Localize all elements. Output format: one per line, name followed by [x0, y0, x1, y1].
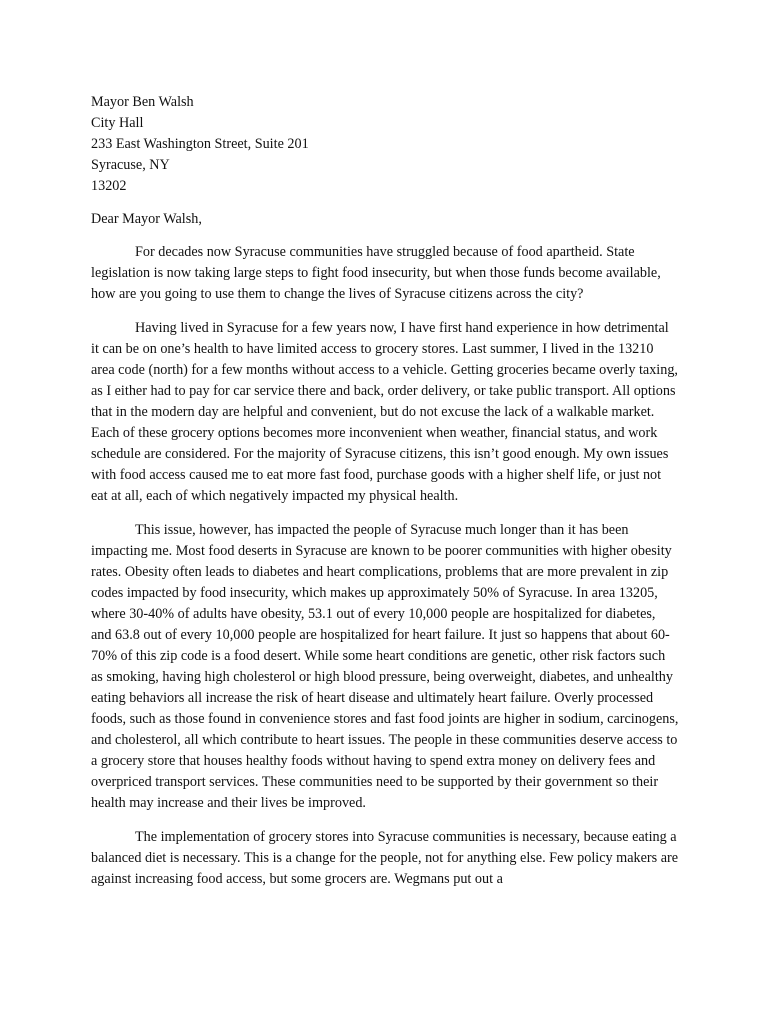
recipient-street: 233 East Washington Street, Suite 201 [91, 136, 309, 152]
body-paragraph-4: The implementation of grocery stores into Syracuse communities is necessary, because eating a balanced diet is necessary. This is a change for the people, not for anything else. Few policy makers are against increasing food access, but some grocers are. Wegmans put out a [91, 829, 679, 887]
body-paragraph-1: For decades now Syracuse communities have struggled because of food apartheid. State legislation is now taking large steps to fight food insecurity, but when those funds become available, how are you going to use them to change the lives of Syracuse citizens across the city? [91, 244, 661, 302]
recipient-zip: 13202 [91, 178, 127, 194]
recipient-office: City Hall [91, 115, 144, 131]
recipient-address [91, 92, 679, 197]
body-paragraph-2: Having lived in Syracuse for a few years now, I have first hand experience in how detrimental it can be on one’s health to have limited access to grocery stores. Last summer, I lived in the 13210 area code (north) for a few months without access to a vehicle. Getting groceries became overly taxing, as I either had to pay for car service there and back, order delivery, or take public transport. All options that in the modern day are helpful and convenient, but do not excuse the lack of a walkable market. Each of these grocery options becomes more inconvenient when weather, financial status, and work schedule are considered. For the majority of Syracuse citizens, this isn’t good enough. My own issues with food access caused me to eat more fast food, purchase goods with a higher shelf life, or just not eat at all, each of which negatively impacted my physical health. [91, 320, 678, 504]
recipient-city-state: Syracuse, NY [91, 157, 170, 173]
salutation: Dear Mayor Walsh, [91, 211, 202, 227]
body-paragraph-3: This issue, however, has impacted the people of Syracuse much longer than it has been impacting me. Most food deserts in Syracuse are known to be poorer communities with higher obesity rates. Obesity often leads to diabetes and heart complications, problems that are more prevalent in zip codes impacted by food insecurity, which makes up approximately 50% of Syracuse. In area 13205, where 30-40% of adults have obesity, 53.1 out of every 10,000 people are hospitalized for diabetes, and 63.8 out of every 10,000 people are hospitalized for heart failure. It just so happens that about 60-70% of this zip code is a food desert. While some heart conditions are genetic, other risk factors such as smoking, having high cholesterol or high blood pressure, being overweight, diabetes, and unhealthy eating behaviors all increase the risk of heart disease and ultimately heart failure. Overly processed foods, such as those found in convenience stores and fast food joints are higher in sodium, carcinogens, and cholesterol, all which contribute to heart issues. The people in these communities deserve access to a grocery store that houses healthy foods without having to spend extra money on delivery fees and overpriced transport services. These communities need to be supported by their government so their health may increase and their lives be improved. [91, 522, 679, 811]
letter-page [91, 92, 679, 890]
recipient-name: Mayor Ben Walsh [91, 94, 194, 110]
